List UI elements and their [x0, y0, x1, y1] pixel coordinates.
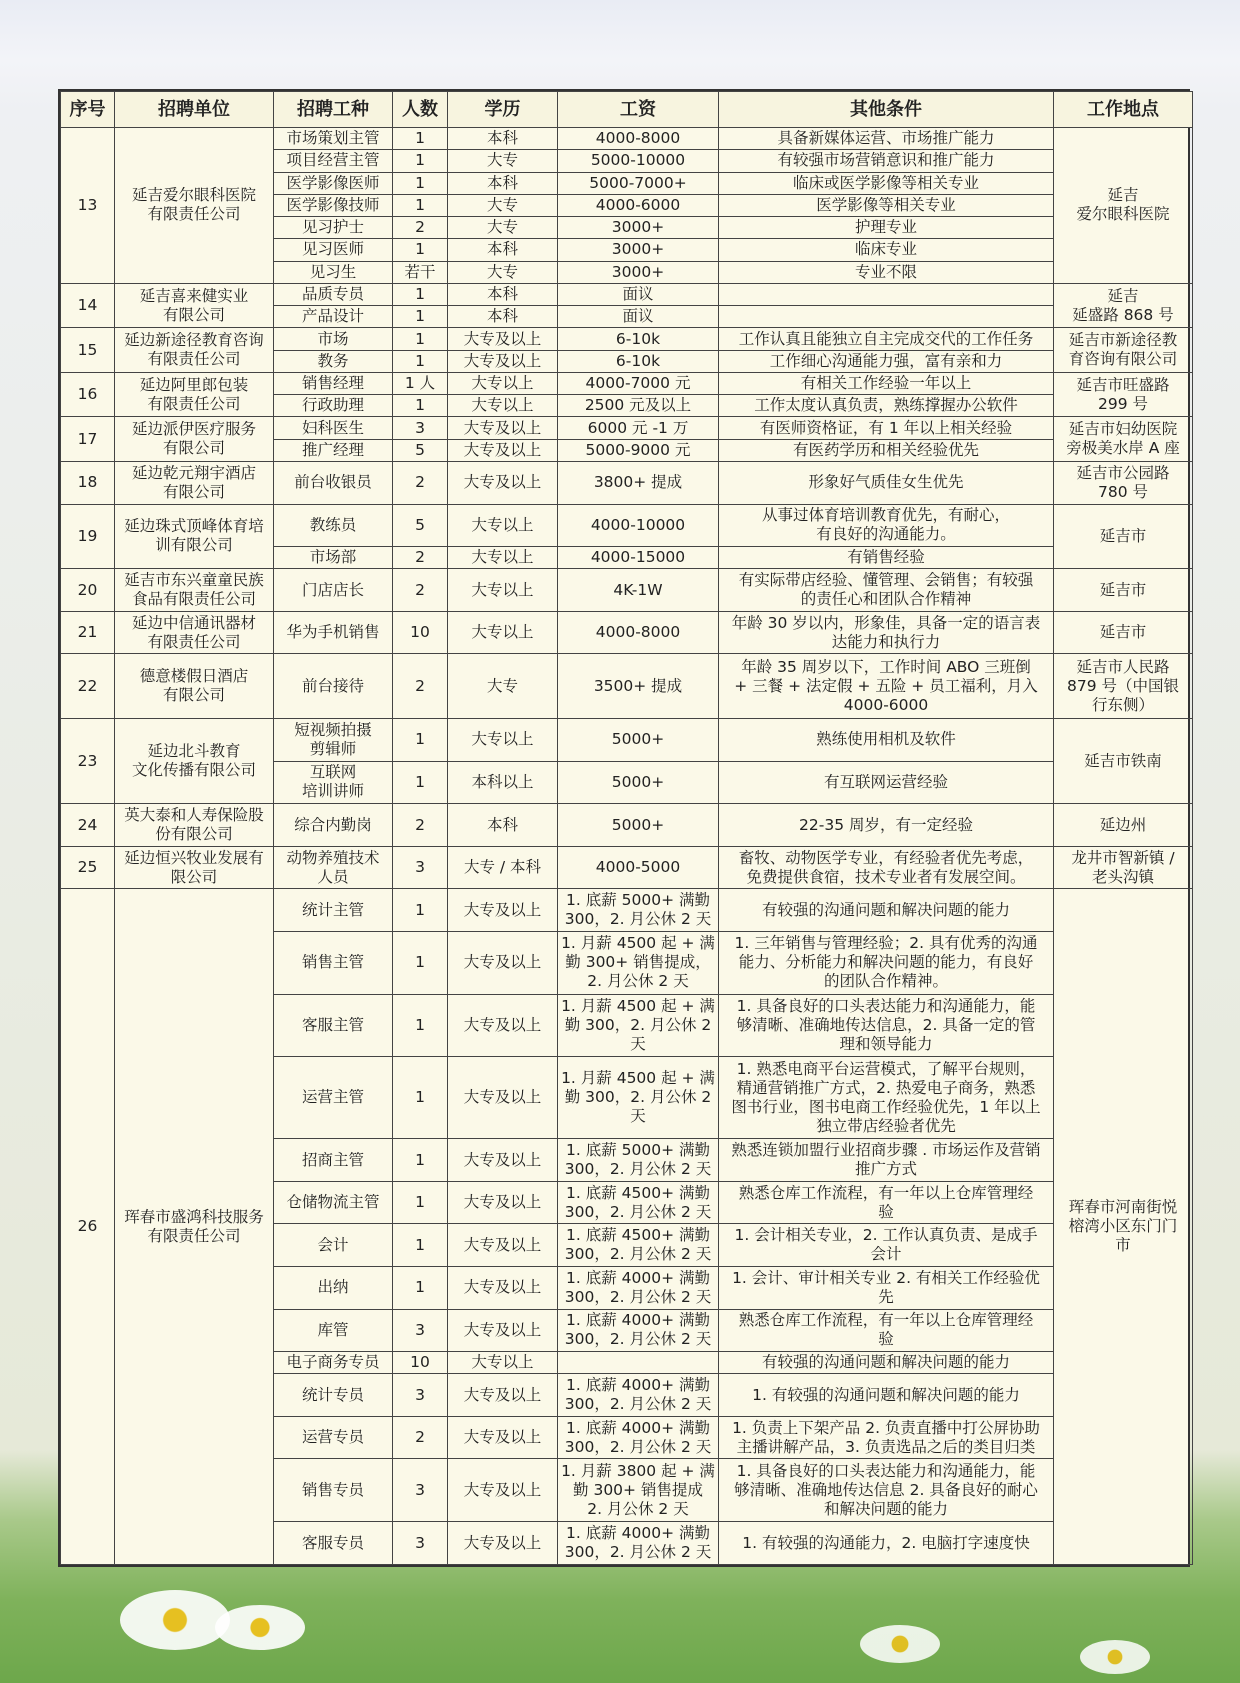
job-title: 互联网 培训讲师 — [274, 761, 393, 804]
header-requirements: 其他条件 — [719, 92, 1054, 128]
job-title: 客服主管 — [274, 994, 393, 1057]
job-title: 前台接待 — [274, 654, 393, 719]
salary: 1. 底薪 4000+ 满勤 300，2. 月公休 2 天 — [558, 1309, 719, 1352]
daisy-decoration — [1080, 1640, 1150, 1674]
job-title: 见习生 — [274, 261, 393, 283]
headcount: 3 — [393, 1374, 448, 1417]
headcount: 5 — [393, 504, 448, 547]
headcount: 5 — [393, 439, 448, 461]
work-location: 延边州 — [1054, 804, 1193, 847]
salary — [558, 1352, 719, 1374]
headcount: 2 — [393, 547, 448, 569]
requirements: 1. 有较强的沟通能力，2. 电脑打字速度快 — [719, 1522, 1054, 1565]
education: 大专及以上 — [448, 328, 558, 350]
requirements: 有互联网运营经验 — [719, 761, 1054, 804]
headcount: 3 — [393, 846, 448, 889]
education: 本科 — [448, 172, 558, 194]
requirements: 年龄 35 周岁以下，工作时间 ABO 三班倒 + 三餐 + 法定假 + 五险 + 员工福利，月入 4000-6000 — [719, 654, 1054, 719]
headcount: 2 — [393, 804, 448, 847]
table-row — [61, 328, 1193, 350]
job-title: 行政助理 — [274, 395, 393, 417]
row-number: 18 — [61, 461, 115, 504]
job-title: 出纳 — [274, 1267, 393, 1310]
salary: 4000-6000 — [558, 194, 719, 216]
job-title: 医学影像医师 — [274, 172, 393, 194]
job-title: 推广经理 — [274, 439, 393, 461]
company-name: 德意楼假日酒店 有限公司 — [115, 654, 274, 719]
salary: 1. 底薪 4000+ 满勤 300，2. 月公休 2 天 — [558, 1267, 719, 1310]
job-title: 门店店长 — [274, 569, 393, 612]
education: 大专以上 — [448, 372, 558, 394]
company-name: 延边中信通讯器材 有限责任公司 — [115, 611, 274, 654]
requirements: 工作太度认真负责，熟练撑握办公软件 — [719, 395, 1054, 417]
job-title: 会计 — [274, 1224, 393, 1267]
salary: 1. 底薪 5000+ 满勤 300，2. 月公休 2 天 — [558, 889, 719, 932]
requirements: 有医师资格证，有 1 年以上相关经验 — [719, 417, 1054, 439]
job-title: 招商主管 — [274, 1139, 393, 1182]
headcount: 若干 — [393, 261, 448, 283]
salary: 5000+ — [558, 804, 719, 847]
job-title: 妇科医生 — [274, 417, 393, 439]
headcount: 3 — [393, 417, 448, 439]
row-number: 13 — [61, 128, 115, 284]
recruitment-table — [60, 91, 1193, 1565]
job-title: 销售专员 — [274, 1459, 393, 1522]
requirements: 有销售经验 — [719, 547, 1054, 569]
work-location: 延吉市旺盛路 299 号 — [1054, 372, 1193, 417]
work-location: 延吉市 — [1054, 611, 1193, 654]
job-title: 品质专员 — [274, 283, 393, 305]
requirements: 临床或医学影像等相关专业 — [719, 172, 1054, 194]
job-title: 产品设计 — [274, 306, 393, 328]
row-number: 21 — [61, 611, 115, 654]
education: 大专以上 — [448, 719, 558, 762]
education: 大专及以上 — [448, 1374, 558, 1417]
salary: 1. 底薪 4000+ 满勤 300，2. 月公休 2 天 — [558, 1374, 719, 1417]
requirements: 有相关工作经验一年以上 — [719, 372, 1054, 394]
job-title: 库管 — [274, 1309, 393, 1352]
salary: 1. 月薪 3800 起 + 满 勤 300+ 销售提成 2. 月公休 2 天 — [558, 1459, 719, 1522]
header-no: 序号 — [61, 92, 115, 128]
requirements: 有较强市场营销意识和推广能力 — [719, 150, 1054, 172]
requirements: 22-35 周岁，有一定经验 — [719, 804, 1054, 847]
table-row — [61, 128, 1193, 150]
job-title: 见习护士 — [274, 217, 393, 239]
work-location: 延吉市妇幼医院 旁极美水岸 A 座 — [1054, 417, 1193, 462]
company-name: 英大泰和人寿保险股 份有限公司 — [115, 804, 274, 847]
work-location: 延吉 爱尔眼科医院 — [1054, 128, 1193, 284]
salary: 1. 底薪 5000+ 满勤 300，2. 月公休 2 天 — [558, 1139, 719, 1182]
headcount: 1 — [393, 931, 448, 994]
salary: 5000+ — [558, 719, 719, 762]
table-row — [61, 569, 1193, 612]
requirements: 1. 有较强的沟通问题和解决问题的能力 — [719, 1374, 1054, 1417]
headcount: 1 — [393, 719, 448, 762]
education: 大专以上 — [448, 569, 558, 612]
education: 大专及以上 — [448, 1309, 558, 1352]
company-name: 延边珠式顶峰体育培 训有限公司 — [115, 504, 274, 569]
education: 大专及以上 — [448, 417, 558, 439]
headcount: 1 — [393, 1224, 448, 1267]
table-row — [61, 846, 1193, 889]
requirements: 熟悉仓库工作流程，有一年以上仓库管理经 验 — [719, 1181, 1054, 1224]
salary: 1. 月薪 4500 起 + 满 勤 300+ 销售提成， 2. 月公休 2 天 — [558, 931, 719, 994]
table-row — [61, 283, 1193, 305]
requirements: 有较强的沟通问题和解决问题的能力 — [719, 1352, 1054, 1374]
requirements: 从事过体育培训教育优先，有耐心， 有良好的沟通能力。 — [719, 504, 1054, 547]
salary: 面议 — [558, 306, 719, 328]
table-row — [61, 504, 1193, 547]
requirements: 医学影像等相关专业 — [719, 194, 1054, 216]
salary: 5000+ — [558, 761, 719, 804]
job-title: 运营主管 — [274, 1057, 393, 1139]
salary: 3800+ 提成 — [558, 461, 719, 504]
requirements: 1. 会计、审计相关专业 2. 有相关工作经验优 先 — [719, 1267, 1054, 1310]
headcount: 2 — [393, 569, 448, 612]
headcount: 1 — [393, 239, 448, 261]
job-title: 市场策划主管 — [274, 128, 393, 150]
table-body — [61, 128, 1193, 1565]
headcount: 1 — [393, 395, 448, 417]
row-number: 23 — [61, 719, 115, 804]
requirements: 形象好气质佳女生优先 — [719, 461, 1054, 504]
salary: 3000+ — [558, 217, 719, 239]
education: 大专以上 — [448, 504, 558, 547]
job-title: 销售主管 — [274, 931, 393, 994]
requirements: 年龄 30 岁以内，形象佳，具备一定的语言表 达能力和执行力 — [719, 611, 1054, 654]
headcount: 3 — [393, 1522, 448, 1565]
row-number: 14 — [61, 283, 115, 328]
salary: 4K-1W — [558, 569, 719, 612]
job-title: 教练员 — [274, 504, 393, 547]
headcount: 2 — [393, 654, 448, 719]
header-location: 工作地点 — [1054, 92, 1193, 128]
headcount: 1 人 — [393, 372, 448, 394]
job-title: 医学影像技师 — [274, 194, 393, 216]
requirements: 工作细心沟通能力强，富有亲和力 — [719, 350, 1054, 372]
work-location: 延吉市 — [1054, 569, 1193, 612]
headcount: 1 — [393, 1057, 448, 1139]
headcount: 1 — [393, 150, 448, 172]
job-title: 综合内勤岗 — [274, 804, 393, 847]
company-name: 延吉爱尔眼科医院 有限责任公司 — [115, 128, 274, 284]
table-row — [61, 889, 1193, 932]
work-location: 延吉市人民路 879 号（中国银 行东侧） — [1054, 654, 1193, 719]
salary: 2500 元及以上 — [558, 395, 719, 417]
headcount: 3 — [393, 1309, 448, 1352]
education: 本科以上 — [448, 761, 558, 804]
education: 本科 — [448, 239, 558, 261]
requirements — [719, 306, 1054, 328]
row-number: 15 — [61, 328, 115, 373]
row-number: 24 — [61, 804, 115, 847]
headcount: 1 — [393, 1267, 448, 1310]
education: 大专 / 本科 — [448, 846, 558, 889]
work-location: 延吉市 — [1054, 504, 1193, 569]
job-title: 前台收银员 — [274, 461, 393, 504]
requirements: 1. 会计相关专业，2. 工作认真负责、是成手 会计 — [719, 1224, 1054, 1267]
education: 本科 — [448, 306, 558, 328]
job-title: 电子商务专员 — [274, 1352, 393, 1374]
header-position: 招聘工种 — [274, 92, 393, 128]
table-row — [61, 372, 1193, 394]
work-location: 延吉市新途径教 育咨询有限公司 — [1054, 328, 1193, 373]
education: 大专及以上 — [448, 439, 558, 461]
company-name: 延边乾元翔宇酒店 有限公司 — [115, 461, 274, 504]
row-number: 25 — [61, 846, 115, 889]
company-name: 延吉市东兴童童民族 食品有限责任公司 — [115, 569, 274, 612]
headcount: 1 — [393, 328, 448, 350]
education: 大专 — [448, 654, 558, 719]
work-location: 延吉 延盛路 868 号 — [1054, 283, 1193, 328]
education: 大专及以上 — [448, 1181, 558, 1224]
requirements: 护理专业 — [719, 217, 1054, 239]
table-row — [61, 611, 1193, 654]
salary: 3000+ — [558, 261, 719, 283]
education: 本科 — [448, 804, 558, 847]
headcount: 2 — [393, 217, 448, 239]
salary: 3000+ — [558, 239, 719, 261]
header-company: 招聘单位 — [115, 92, 274, 128]
salary: 4000-15000 — [558, 547, 719, 569]
education: 大专 — [448, 150, 558, 172]
headcount: 1 — [393, 283, 448, 305]
headcount: 1 — [393, 128, 448, 150]
job-title: 市场部 — [274, 547, 393, 569]
salary: 4000-10000 — [558, 504, 719, 547]
job-title: 华为手机销售 — [274, 611, 393, 654]
headcount: 2 — [393, 461, 448, 504]
headcount: 10 — [393, 611, 448, 654]
requirements: 畜牧、动物医学专业，有经验者优先考虑， 免费提供食宿，技术专业者有发展空间。 — [719, 846, 1054, 889]
job-title: 教务 — [274, 350, 393, 372]
salary: 5000-10000 — [558, 150, 719, 172]
job-title: 仓储物流主管 — [274, 1181, 393, 1224]
company-name: 延边恒兴牧业发展有 限公司 — [115, 846, 274, 889]
education: 大专 — [448, 261, 558, 283]
salary: 1. 底薪 4000+ 满勤 300，2. 月公休 2 天 — [558, 1522, 719, 1565]
job-title: 销售经理 — [274, 372, 393, 394]
headcount: 3 — [393, 1459, 448, 1522]
salary: 5000-9000 元 — [558, 439, 719, 461]
header-count: 人数 — [393, 92, 448, 128]
education: 大专及以上 — [448, 1416, 558, 1459]
headcount: 1 — [393, 194, 448, 216]
requirements: 临床专业 — [719, 239, 1054, 261]
headcount: 1 — [393, 761, 448, 804]
education: 大专及以上 — [448, 1459, 558, 1522]
requirements: 1. 具备良好的口头表达能力和沟通能力，能 够清晰、准确地传达信息 2. 具备良好的耐心 和解决问题的能力 — [719, 1459, 1054, 1522]
daisy-decoration — [120, 1590, 230, 1650]
headcount: 10 — [393, 1352, 448, 1374]
salary: 6-10k — [558, 328, 719, 350]
salary: 4000-8000 — [558, 128, 719, 150]
job-title: 客服专员 — [274, 1522, 393, 1565]
salary: 4000-8000 — [558, 611, 719, 654]
work-location: 延吉市铁南 — [1054, 719, 1193, 804]
job-title: 市场 — [274, 328, 393, 350]
headcount: 1 — [393, 1181, 448, 1224]
headcount: 1 — [393, 889, 448, 932]
job-title: 短视频拍摄 剪辑师 — [274, 719, 393, 762]
requirements: 有医药学历和相关经验优先 — [719, 439, 1054, 461]
requirements: 熟悉仓库工作流程，有一年以上仓库管理经 验 — [719, 1309, 1054, 1352]
headcount: 1 — [393, 994, 448, 1057]
requirements: 具备新媒体运营、市场推广能力 — [719, 128, 1054, 150]
salary: 1. 月薪 4500 起 + 满 勤 300，2. 月公休 2 天 — [558, 1057, 719, 1139]
work-location: 珲春市河南街悦 榕湾小区东门门 市 — [1054, 889, 1193, 1565]
headcount: 2 — [393, 1416, 448, 1459]
education: 大专及以上 — [448, 461, 558, 504]
company-name: 延边阿里郎包装 有限责任公司 — [115, 372, 274, 417]
education: 本科 — [448, 283, 558, 305]
education: 大专及以上 — [448, 1224, 558, 1267]
company-name: 延边派伊医疗服务 有限公司 — [115, 417, 274, 462]
salary: 1. 月薪 4500 起 + 满 勤 300，2. 月公休 2 天 — [558, 994, 719, 1057]
salary: 6-10k — [558, 350, 719, 372]
education: 大专以上 — [448, 547, 558, 569]
header-salary: 工资 — [558, 92, 719, 128]
education: 大专及以上 — [448, 889, 558, 932]
daisy-decoration — [860, 1625, 940, 1663]
header-row — [61, 92, 1193, 128]
salary: 4000-5000 — [558, 846, 719, 889]
requirements: 专业不限 — [719, 261, 1054, 283]
row-number: 19 — [61, 504, 115, 569]
company-name: 延边新途径教育咨询 有限责任公司 — [115, 328, 274, 373]
recruitment-table-container — [58, 89, 1190, 1567]
job-title: 项目经营主管 — [274, 150, 393, 172]
job-title: 见习医师 — [274, 239, 393, 261]
work-location: 延吉市公园路 780 号 — [1054, 461, 1193, 504]
requirements: 1. 三年销售与管理经验；2. 具有优秀的沟通 能力、分析能力和解决问题的能力，有良好 的团队合作精神。 — [719, 931, 1054, 994]
requirements — [719, 283, 1054, 305]
headcount: 1 — [393, 1139, 448, 1182]
row-number: 22 — [61, 654, 115, 719]
salary: 面议 — [558, 283, 719, 305]
salary: 4000-7000 元 — [558, 372, 719, 394]
education: 大专及以上 — [448, 1057, 558, 1139]
company-name: 延吉喜来健实业 有限公司 — [115, 283, 274, 328]
table-row — [61, 719, 1193, 762]
requirements: 1. 具备良好的口头表达能力和沟通能力，能 够清晰、准确地传达信息，2. 具备一定的管 理和领导能力 — [719, 994, 1054, 1057]
company-name: 珲春市盛鸿科技服务 有限责任公司 — [115, 889, 274, 1565]
header-education: 学历 — [448, 92, 558, 128]
education: 本科 — [448, 128, 558, 150]
table-row — [61, 654, 1193, 719]
education: 大专及以上 — [448, 994, 558, 1057]
work-location: 龙井市智新镇 / 老头沟镇 — [1054, 846, 1193, 889]
table-row — [61, 461, 1193, 504]
education: 大专以上 — [448, 611, 558, 654]
row-number: 16 — [61, 372, 115, 417]
requirements: 1. 负责上下架产品 2. 负责直播中打公屏协助 主播讲解产品，3. 负责选品之后的类目归类 — [719, 1416, 1054, 1459]
education: 大专 — [448, 194, 558, 216]
row-number: 20 — [61, 569, 115, 612]
requirements: 有实际带店经验、懂管理、会销售；有较强 的责任心和团队合作精神 — [719, 569, 1054, 612]
headcount: 1 — [393, 350, 448, 372]
education: 大专及以上 — [448, 1267, 558, 1310]
job-title: 统计专员 — [274, 1374, 393, 1417]
education: 大专以上 — [448, 395, 558, 417]
education: 大专以上 — [448, 1352, 558, 1374]
daisy-decoration — [215, 1605, 305, 1650]
education: 大专及以上 — [448, 931, 558, 994]
salary: 3500+ 提成 — [558, 654, 719, 719]
education: 大专及以上 — [448, 1139, 558, 1182]
salary: 5000-7000+ — [558, 172, 719, 194]
requirements: 熟练使用相机及软件 — [719, 719, 1054, 762]
table-row — [61, 804, 1193, 847]
headcount: 1 — [393, 172, 448, 194]
requirements: 工作认真且能独立自主完成交代的工作任务 — [719, 328, 1054, 350]
salary: 1. 底薪 4500+ 满勤 300，2. 月公休 2 天 — [558, 1181, 719, 1224]
job-title: 运营专员 — [274, 1416, 393, 1459]
company-name: 延边北斗教育 文化传播有限公司 — [115, 719, 274, 804]
salary: 6000 元 -1 万 — [558, 417, 719, 439]
education: 大专 — [448, 217, 558, 239]
job-title: 动物养殖技术 人员 — [274, 846, 393, 889]
row-number: 26 — [61, 889, 115, 1565]
salary: 1. 底薪 4500+ 满勤 300，2. 月公休 2 天 — [558, 1224, 719, 1267]
salary: 1. 底薪 4000+ 满勤 300，2. 月公休 2 天 — [558, 1416, 719, 1459]
job-title: 统计主管 — [274, 889, 393, 932]
table-row — [61, 417, 1193, 439]
row-number: 17 — [61, 417, 115, 462]
requirements: 1. 熟悉电商平台运营模式，了解平台规则， 精通营销推广方式，2. 热爱电子商务，熟悉 图书行业，图书电商工作经验优先，1 年以上 独立带店经验者优先 — [719, 1057, 1054, 1139]
requirements: 熟悉连锁加盟行业招商步骤 . 市场运作及营销 推广方式 — [719, 1139, 1054, 1182]
requirements: 有较强的沟通问题和解决问题的能力 — [719, 889, 1054, 932]
headcount: 1 — [393, 306, 448, 328]
education: 大专及以上 — [448, 350, 558, 372]
education: 大专及以上 — [448, 1522, 558, 1565]
